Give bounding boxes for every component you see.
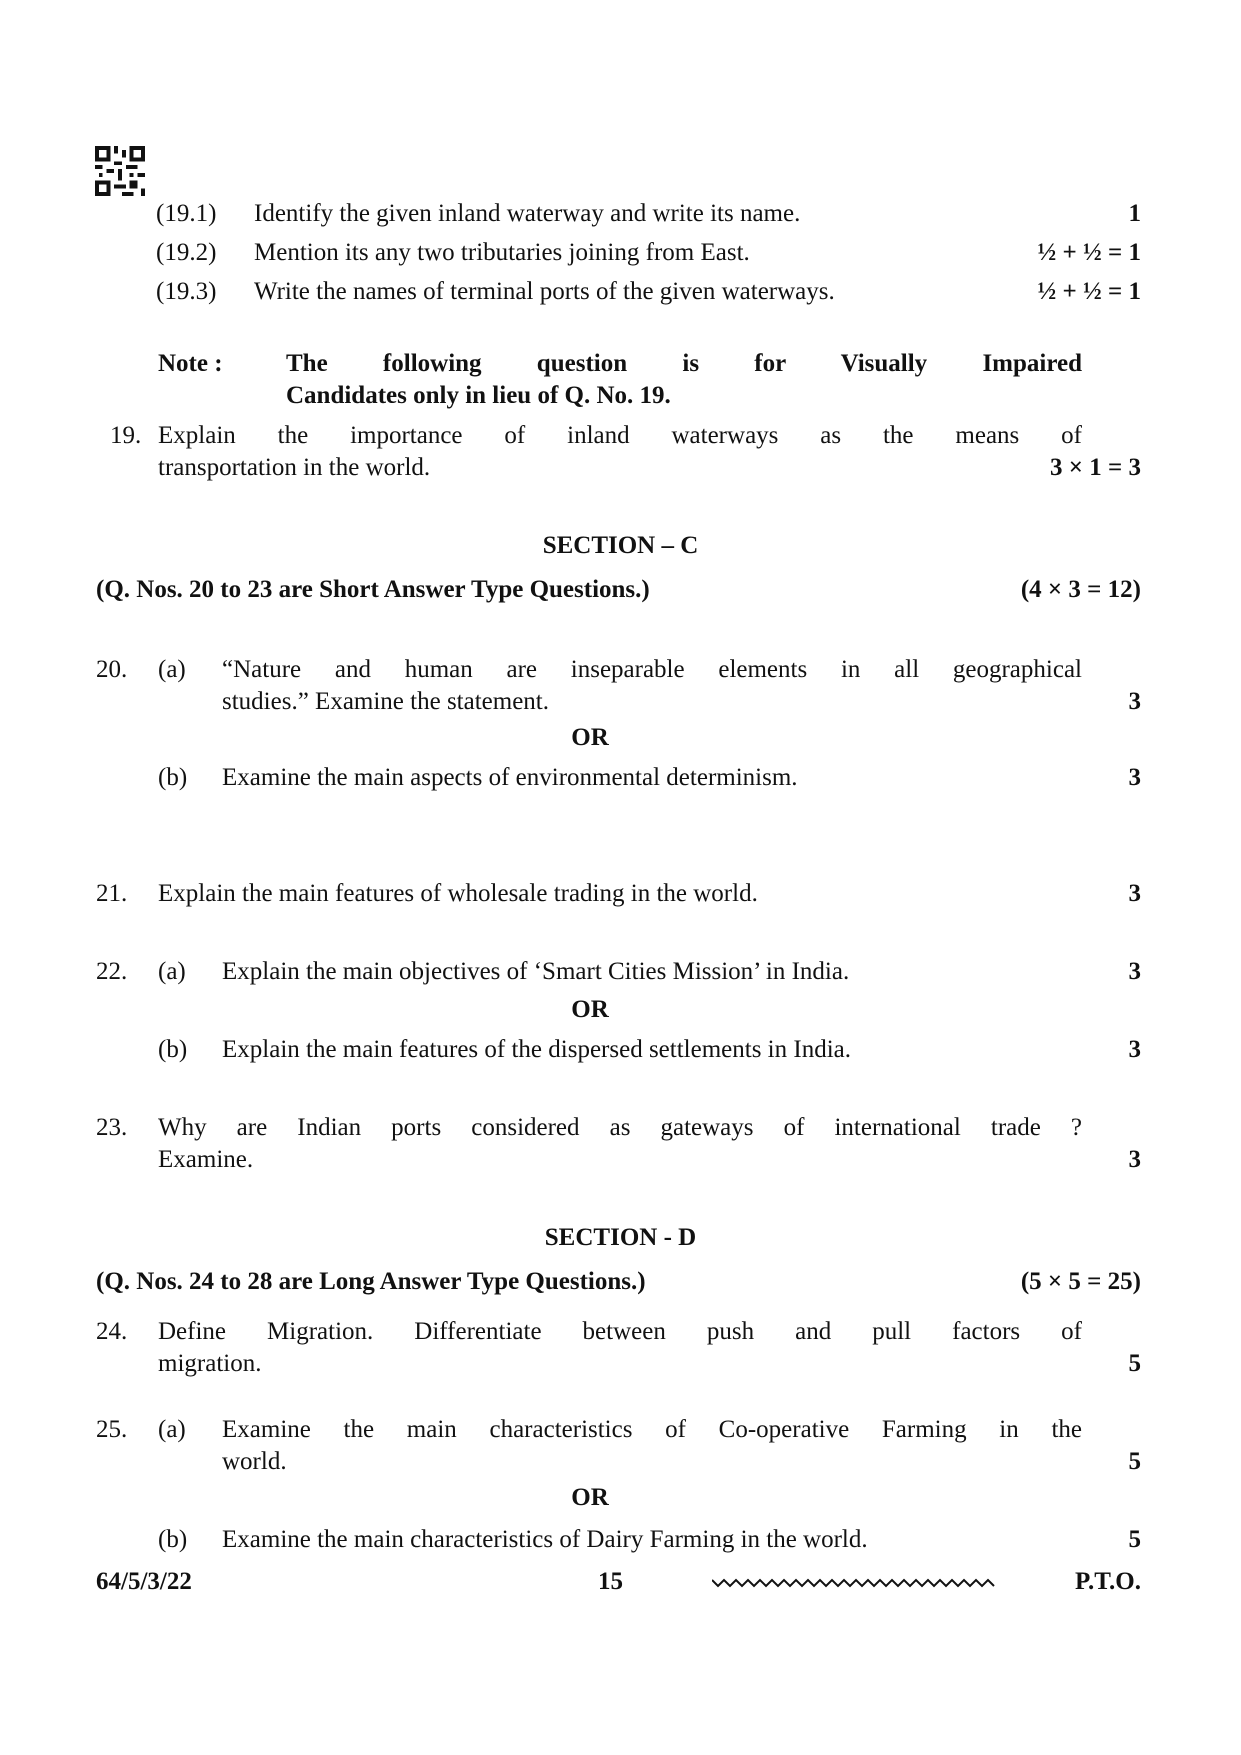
question-number: 19. xyxy=(110,422,142,449)
question-marks: 5 xyxy=(1128,1448,1141,1475)
question-text-line: Define Migration. Differentiate between push and pull factors of xyxy=(158,1318,1082,1345)
section-subtitle: (Q. Nos. 24 to 28 are Long Answer Type Questions.) xyxy=(96,1268,646,1295)
note-label: Note : xyxy=(158,350,223,377)
paper-code: 64/5/3/22 xyxy=(96,1568,192,1595)
question-text: Examine the main aspects of environmental determinism. xyxy=(222,764,798,791)
question-number: (19.1) xyxy=(156,200,217,227)
question-marks: 3 xyxy=(1128,958,1141,985)
option-label: (a) xyxy=(158,958,186,985)
question-text-line: transportation in the world. xyxy=(158,454,431,481)
question-text: Mention its any two tributaries joining from East. xyxy=(254,239,750,266)
question-number: 22. xyxy=(96,958,128,985)
question-marks: 1 xyxy=(1128,200,1141,227)
question-marks: 3 xyxy=(1128,880,1141,907)
qr-code-icon xyxy=(94,146,146,196)
option-label: (b) xyxy=(158,1526,188,1553)
question-text-line: studies.” Examine the statement. xyxy=(222,688,549,715)
option-label: (a) xyxy=(158,1416,186,1443)
note-line-2: Candidates only in lieu of Q. No. 19. xyxy=(286,382,671,409)
question-marks: 3 xyxy=(1128,688,1141,715)
question-marks: 5 xyxy=(1128,1526,1141,1553)
section-marks: (5 × 5 = 25) xyxy=(1020,1268,1141,1295)
question-number: 23. xyxy=(96,1114,128,1141)
question-text: Explain the main features of the dispersed settlements in India. xyxy=(222,1036,851,1063)
question-text-line: Examine. xyxy=(158,1146,254,1173)
question-number: 25. xyxy=(96,1416,128,1443)
question-marks: 3 xyxy=(1128,1036,1141,1063)
or-divider: OR xyxy=(571,724,609,751)
pto-label: P.T.O. xyxy=(1075,1568,1141,1595)
option-label: (b) xyxy=(158,1036,188,1063)
question-number: 21. xyxy=(96,880,128,907)
section-title: SECTION - D xyxy=(544,1224,697,1251)
question-number: (19.2) xyxy=(156,239,217,266)
or-divider: OR xyxy=(571,996,609,1023)
section-marks: (4 × 3 = 12) xyxy=(1020,576,1141,603)
or-divider: OR xyxy=(571,1484,609,1511)
question-marks: ½ + ½ = 1 xyxy=(1037,278,1141,305)
question-text-line: migration. xyxy=(158,1350,262,1377)
question-number: 24. xyxy=(96,1318,128,1345)
option-label: (b) xyxy=(158,764,188,791)
question-text: Explain the main objectives of ‘Smart Cities Mission’ in India. xyxy=(222,958,850,985)
note-line-1: The following question is for Visually Impaired xyxy=(286,350,1082,377)
question-text-line: Why are Indian ports considered as gateways of international trade ? xyxy=(158,1114,1082,1141)
question-marks: 5 xyxy=(1128,1350,1141,1377)
question-text: Explain the main features of wholesale trading in the world. xyxy=(158,880,758,907)
section-title: SECTION – C xyxy=(542,532,699,559)
question-number: (19.3) xyxy=(156,278,217,305)
option-label: (a) xyxy=(158,656,186,683)
question-text: Identify the given inland waterway and write its name. xyxy=(254,200,801,227)
question-marks: 3 × 1 = 3 xyxy=(1050,454,1141,481)
question-marks: 3 xyxy=(1128,1146,1141,1173)
question-number: 20. xyxy=(96,656,128,683)
question-text-line: “Nature and human are inseparable elements in all geographical xyxy=(222,656,1082,683)
question-text: Examine the main characteristics of Dairy Farming in the world. xyxy=(222,1526,868,1553)
question-marks: 3 xyxy=(1128,764,1141,791)
question-text-line: Examine the main characteristics of Co-operative Farming in the xyxy=(222,1416,1082,1443)
wavy-line-icon xyxy=(712,1576,1000,1590)
question-marks: ½ + ½ = 1 xyxy=(1037,239,1141,266)
section-subtitle: (Q. Nos. 20 to 23 are Short Answer Type Questions.) xyxy=(96,576,650,603)
page-number: 15 xyxy=(598,1568,623,1595)
question-text-line: Explain the importance of inland waterways as the means of xyxy=(158,422,1082,449)
question-text-line: world. xyxy=(222,1448,287,1475)
question-text: Write the names of terminal ports of the given waterways. xyxy=(254,278,835,305)
